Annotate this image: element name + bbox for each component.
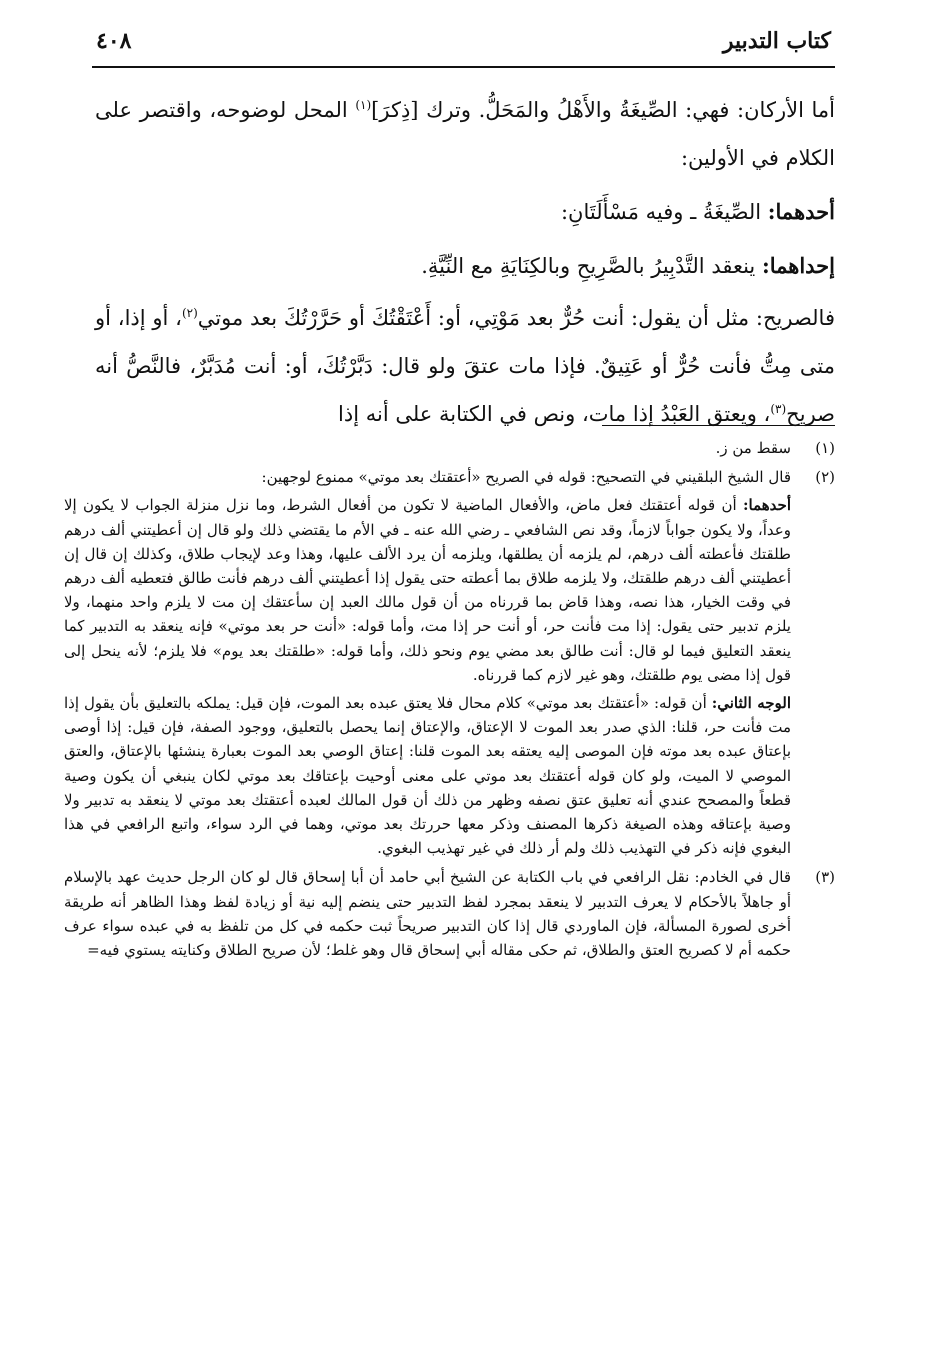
footnote-paragraph <box>64 436 791 460</box>
subheading-first <box>95 188 835 236</box>
page-number: ٤٠٨ <box>96 28 132 54</box>
footnote-ref: (٢) <box>181 306 198 320</box>
footnote-paragraph-label: أحدهما: <box>742 496 791 515</box>
subheading-second <box>95 242 835 290</box>
text-segment: أما الأركان: فهي: الصِّيغَةُ والأَهْلُ والمَحَلُّ. وترك [ذِكرَ] <box>371 98 835 122</box>
footnote-number: (١) <box>815 439 835 457</box>
footnote-ref: (٣) <box>770 402 787 416</box>
main-text <box>95 86 835 438</box>
text-segment: المحل لوضوحه، واقتصر على الكلام في الأولين: <box>95 98 835 170</box>
footnote-paragraph <box>64 493 791 687</box>
footnote-paragraph-label: الوجه الثاني: <box>711 694 791 713</box>
subheading-text: ينعقد التَّدْبِيرُ بالصَّرِيحِ وبالكِنَايَةِ مع النِّيَّةِ. <box>421 254 762 278</box>
text-segment: ، أو إذا، أو متى مِتُّ فأنت حُرٌّ أو عَتِيقٌ. فإذا مات عتقَ ولو قال: دَبَّرْتُكَ، أو: أنت مُدَبَّرٌ، فالنَّصُّ أنه صريح <box>95 306 835 426</box>
footnote-text: قال الشيخ البلقيني في التصحيح: قوله في الصريح «أعتقتك بعد موتي» ممنوع لوجهين: <box>261 468 791 487</box>
footnote-text: أن قوله أعتقتك فعل ماض، والأفعال الماضية لا تكون من أفعال الشرط، وما نزل منزلة الجواب لا يكون إلا وعداً، ولا يكون جواباً لازماً، وقد نص الشافعي ـ رضي الله عنه ـ في الأم ما يقتضي ذلك ولو قال إن أعطيتني ألف درهم طلقتك فأعطته ألف درهم، لم يلزمه أن يطلقها، ويلزمه أن يرد الألف عليها، وهذا وعد لإيجاب طلاق، وكذلك إن قال إن أعطيتني ألف درهم طلقتك، ولا يلزمه طلاق بما أعطته حتى يقول إذا أعطيتني ألف درهم فأنت طالق فتعطيه ألف درهم في وقت الخيار، هذا نصه، وهذا قاض بما قررناه من أن قول مالك العبد إن سأعتقك إن مت لا يلزم واحد منهما، ولا يلزم تدبير حتى يقول: إذا مت فأنت حر، أو أنت حر إذا مت، وأما قوله: «أنت حر بعد موتي» فإنه ينعقد به التدبير كما ينعقد التعليق فيما لو قال: أنت طالق بعد مضي يوم ونحو ذلك، وأما قوله: «طلقتك بعد يوم» فلا يلزم؛ لأنه ينحل إلى قول إذا مضى يوم طلقتك، وهو غير لازم كما قررناه. <box>64 496 791 684</box>
footnote <box>64 436 835 460</box>
footnote-paragraph <box>64 865 791 962</box>
footnote-paragraph <box>64 691 791 860</box>
paragraph-explicit <box>95 294 835 438</box>
footnotes <box>64 436 835 967</box>
text-segment: ، ويعتق العَبْدُ إذا مات، ونص في الكتابة على أنه إذا <box>338 402 771 426</box>
footnote-separator <box>602 425 835 426</box>
footnote-number: (٢) <box>815 468 835 487</box>
subheading-label: إحداهما: <box>761 253 835 278</box>
page-header <box>92 26 835 68</box>
paragraph-pillars <box>95 86 835 182</box>
footnote-paragraph <box>64 465 791 489</box>
footnote <box>64 465 835 860</box>
running-title: كتاب التدبير <box>722 28 831 54</box>
footnote-text: أن قوله: «أعتقتك بعد موتي» كلام محال فلا يعتق عبده بعد الموت، فإن قيل: يملكه بالتعليق بأن يقول إذا مت فأنت حر، قلنا: الذي صدر بعد الموت لا الإعتاق، والإعتاق إنما يحصل بالتعليق، ووجود الصفة، فإن قيل: إذا أوصى بإعتاق عبده بعد موته فإن الموصى إليه يعتقه بعد الموت قلنا: إعتاق الوصي بعد الموت بعبارة ينشئها بالإعتاق، والعتق الموصي لا الميت، ولو كان قوله أعتقتك بعد موتي على معنى أوحيت بإعتاقك بعد موتي لكان ينبغي أن يكون وصية قطعاً والمصحح عندي أنه تعليق عتق نصفه وظهر من ذلك أن قول المالك لعبده أعتقتك بعد موتي لا ينعقد به تدبير ولا وصية بإعتاقه وهذه الصيغة ذكرها المصنف وذكر معها حررتك بعد موتي، وهما في الرد سواء، واتبع الرافعي في هذا البغوي فإنه ذكر في التهذيب ذلك ولم أر ذلك في غير تهذيب البغوي. <box>64 694 791 858</box>
footnote <box>64 865 835 962</box>
footnote-text: سقط من ز. <box>715 439 791 457</box>
footnote-ref: (١) <box>355 98 372 112</box>
text-segment: فالصريح: مثل أن يقول: أنت حُرٌّ بعد مَوْتِي، أو: أَعْتَقْتُكَ أو حَرَّرْتُكَ بعد موتي <box>197 306 835 330</box>
subheading-text: الصِّيغَةُ ـ وفيه مَسْأَلَتَانِ: <box>560 200 768 224</box>
footnote-number: (٣) <box>815 868 835 887</box>
footnote-text: قال في الخادم: نقل الرافعي في باب الكتابة عن الشيخ أبي حامد أن أبا إسحاق قال لو كان الرجل حديث عهد بالإسلام أو جاهلاً بالأحكام لا يعرف التدبير لا ينعقد بمجرد لفظ التدبير حتى ينضم إليه نية أو زيادة لفظ وهذا الظاهر أنه طريقة أخرى لصورة المسألة، فإن الماوردي قال إذا كان التدبير صريحاً ثبت حكمه في كل من تلفظ به في عبده سواء عرف حكمه أم لا كصريح العتق والطلاق، ثم حكى مقاله أبي إسحاق قال وهو غلط؛ لأن صريح الطلاق وكنايته يستوي فيه= <box>64 868 791 960</box>
subheading-label: أحدهما: <box>767 199 835 224</box>
